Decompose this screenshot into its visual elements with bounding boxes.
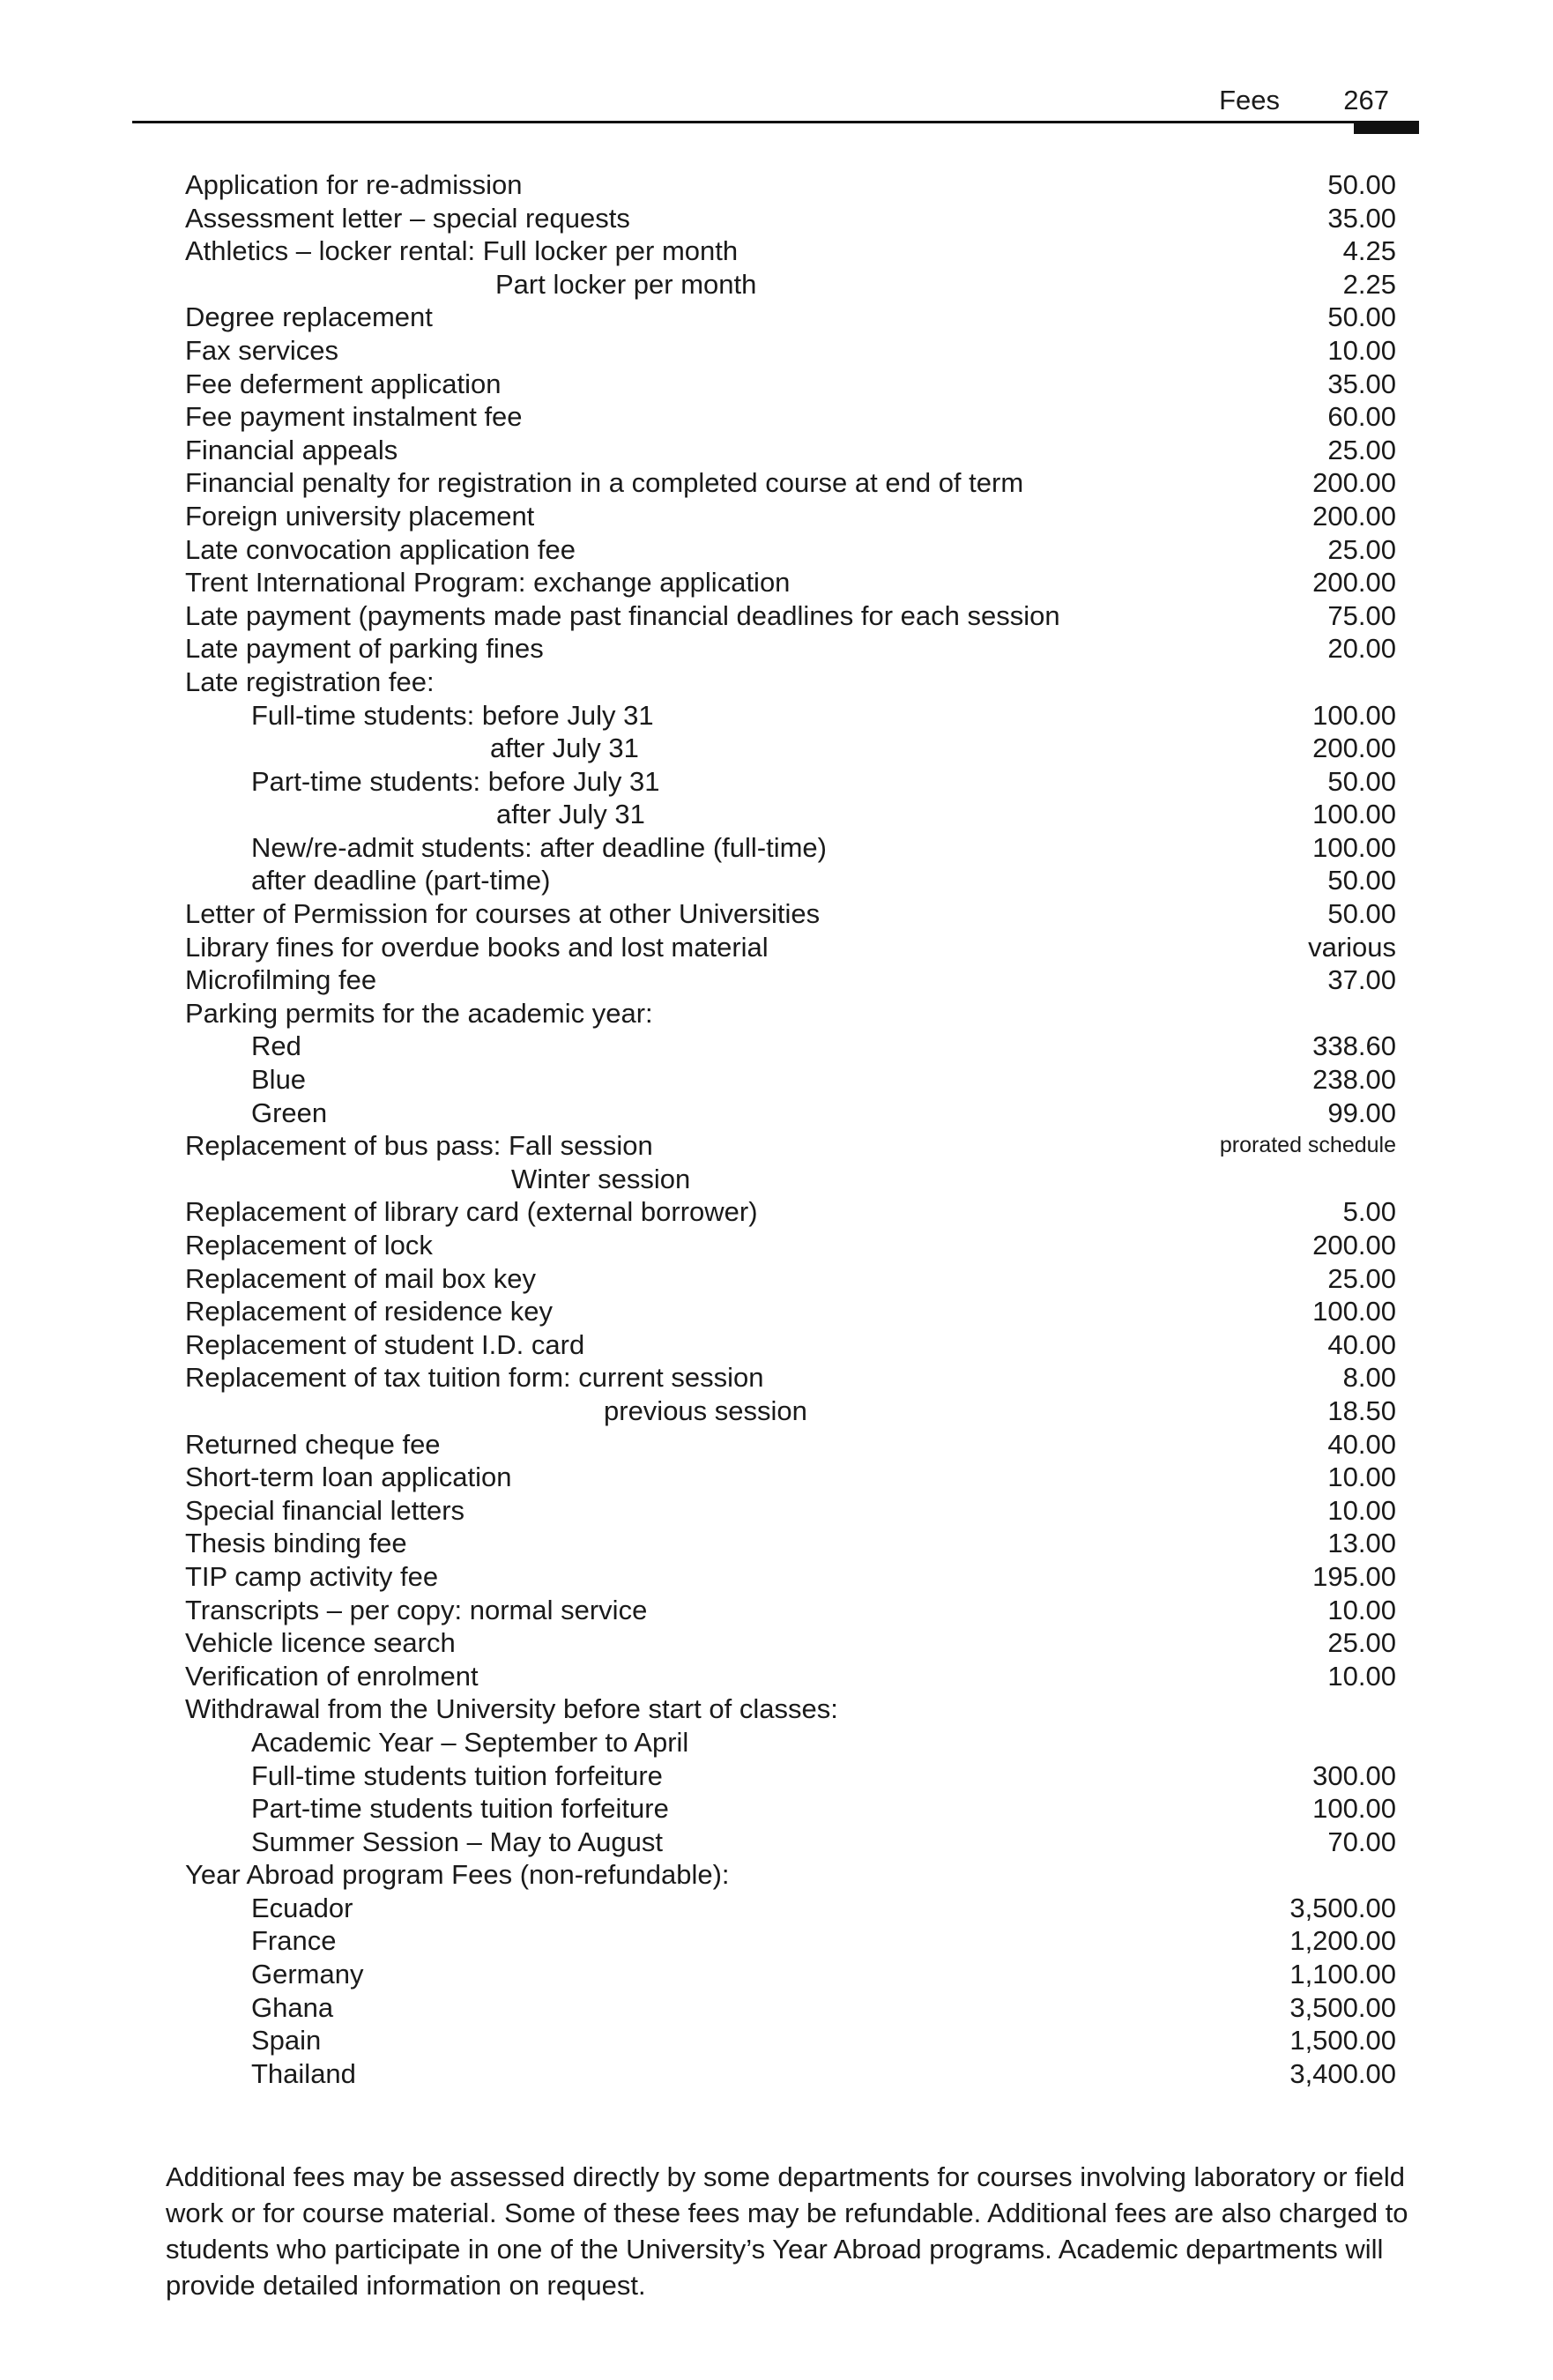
fee-label: Athletics – locker rental: Full locker per month: [185, 235, 739, 267]
fee-label: after deadline (part-time): [251, 865, 551, 896]
fee-amount: 238.00: [1312, 1064, 1396, 1096]
fee-amount: 35.00: [1327, 202, 1396, 234]
fee-label: New/re-admit students: after deadline (full-time): [251, 831, 827, 863]
fee-amount: 10.00: [1327, 1494, 1396, 1526]
fee-amount: 50.00: [1327, 898, 1396, 930]
fee-label: Replacement of lock: [185, 1230, 433, 1261]
fee-label: Assessment letter – special requests: [185, 202, 630, 234]
fee-label: Foreign university placement: [185, 500, 535, 532]
fee-label: Returned cheque fee: [185, 1428, 441, 1460]
fee-amount: 100.00: [1312, 799, 1396, 830]
fee-row: [185, 864, 1396, 897]
fee-amount: 3,400.00: [1289, 2057, 1396, 2089]
fee-row: [185, 1494, 1396, 1528]
fee-label: Fee deferment application: [185, 368, 502, 399]
fee-amount: 1,500.00: [1289, 2025, 1396, 2056]
fee-amount: 8.00: [1342, 1362, 1396, 1394]
header-rule: [132, 121, 1419, 123]
fee-row: [185, 997, 1396, 1030]
fee-amount: 200.00: [1312, 467, 1396, 499]
fee-row: [185, 168, 1396, 202]
fee-label: Late payment (payments made past financial deadlines for each session: [185, 599, 1060, 631]
fee-amount: 50.00: [1327, 169, 1396, 200]
fee-amount: 195.00: [1312, 1560, 1396, 1592]
fee-label: Red: [251, 1030, 301, 1062]
fee-amount: 20.00: [1327, 633, 1396, 665]
fee-row: [185, 1858, 1396, 1892]
fee-amount: 10.00: [1327, 1461, 1396, 1493]
fee-label: Ecuador: [251, 1892, 353, 1923]
fee-amount: 10.00: [1327, 1660, 1396, 1692]
fee-amount: 2.25: [1342, 268, 1396, 300]
fee-label: Replacement of student I.D. card: [185, 1328, 585, 1360]
additional-fees-note: Additional fees may be assessed directly by some departments for courses involving laboratory or field work or for course material. Some of these fees may be refundable. Additional fees are also charged to students who participate in one of the University’s Year Abroad programs. Academic departments will provide detailed information on request.: [166, 2161, 1408, 2301]
fee-row: [185, 1030, 1396, 1063]
fee-row: [185, 798, 1396, 831]
fee-row: [185, 1527, 1396, 1560]
fee-row: [185, 1826, 1396, 1859]
fee-label: Microfilming fee: [185, 964, 377, 996]
fee-label: Transcripts – per copy: normal service: [185, 1594, 648, 1625]
fee-row: [185, 202, 1396, 235]
fee-amount: 50.00: [1327, 301, 1396, 333]
fee-row: [185, 1163, 1396, 1196]
header-rule-tab: [1354, 123, 1419, 134]
fee-label: Withdrawal from the University before start of classes:: [185, 1693, 838, 1725]
fee-row: [185, 334, 1396, 368]
fee-label: Full-time students tuition forfeiture: [251, 1759, 663, 1791]
fee-label: Short-term loan application: [185, 1461, 512, 1493]
fee-row: [185, 1328, 1396, 1362]
fee-amount: 37.00: [1327, 964, 1396, 996]
fee-row: [185, 1892, 1396, 1925]
fee-label: Academic Year – September to April: [251, 1726, 689, 1758]
fee-label: Late registration fee:: [185, 666, 435, 697]
fee-label: Year Abroad program Fees (non-refundable):: [185, 1859, 730, 1891]
fee-amount: 100.00: [1312, 1296, 1396, 1328]
fee-row: [185, 1726, 1396, 1759]
fee-amount: 200.00: [1312, 1230, 1396, 1261]
fee-row: [185, 566, 1396, 599]
fee-amount: 13.00: [1327, 1528, 1396, 1559]
section-name: Fees: [1219, 85, 1280, 115]
fee-label: Application for re-admission: [185, 169, 523, 200]
fee-row: [185, 1129, 1396, 1163]
fee-row: [185, 1195, 1396, 1229]
fee-label: Summer Session – May to August: [251, 1826, 663, 1857]
fee-label: Degree replacement: [185, 301, 433, 333]
fee-label: Part-time students tuition forfeiture: [251, 1793, 669, 1825]
fee-amount: 5.00: [1342, 1196, 1396, 1228]
fee-label: Fee payment instalment fee: [185, 401, 523, 433]
page-number: 267: [1343, 85, 1389, 115]
fee-row: [185, 1229, 1396, 1262]
fee-amount: 50.00: [1327, 865, 1396, 896]
fee-row: [185, 699, 1396, 733]
fee-label: Letter of Permission for courses at other Universities: [185, 898, 821, 930]
fee-row: [185, 2057, 1396, 2091]
fee-row: [185, 831, 1396, 865]
fee-label: Thailand: [251, 2057, 356, 2089]
fee-label: Replacement of residence key: [185, 1296, 554, 1328]
fee-amount: 10.00: [1327, 1594, 1396, 1625]
fee-label: Blue: [251, 1064, 307, 1096]
fee-row: [185, 1660, 1396, 1693]
fee-amount: 4.25: [1342, 235, 1396, 267]
fee-label: Fax services: [185, 334, 338, 366]
fee-label: TIP camp activity fee: [185, 1560, 439, 1592]
fee-label: Spain: [251, 2025, 322, 2056]
fee-amount: 50.00: [1327, 765, 1396, 797]
fee-row: [185, 931, 1396, 964]
fee-amount: 1,100.00: [1289, 1959, 1396, 1990]
fee-amount: 200.00: [1312, 733, 1396, 764]
fee-row: [185, 732, 1396, 765]
fee-label: Late payment of parking fines: [185, 633, 544, 665]
fee-label: Part locker per month: [495, 268, 757, 300]
fee-label: Verification of enrolment: [185, 1660, 479, 1692]
fee-amount: 25.00: [1327, 1262, 1396, 1294]
fee-amount: 25.00: [1327, 1627, 1396, 1659]
fee-label: Part-time students: before July 31: [251, 765, 660, 797]
fee-row: [185, 1626, 1396, 1660]
fee-label: Financial appeals: [185, 434, 398, 465]
fee-amount: 100.00: [1312, 831, 1396, 863]
fee-row: [185, 466, 1396, 500]
fee-row: [185, 234, 1396, 268]
fee-amount: 40.00: [1327, 1328, 1396, 1360]
fee-row: [185, 1063, 1396, 1097]
fee-amount: 35.00: [1327, 368, 1396, 399]
fee-amount: 1,200.00: [1289, 1925, 1396, 1957]
fee-row: [185, 1991, 1396, 2025]
fee-amount: prorated schedule: [1219, 1133, 1396, 1158]
fee-amount: 18.50: [1327, 1395, 1396, 1426]
fee-row: [185, 301, 1396, 334]
fee-label: Replacement of bus pass: Fall session: [185, 1130, 653, 1162]
fee-row: [185, 1295, 1396, 1328]
fee-row: [185, 1692, 1396, 1726]
fee-row: [185, 1395, 1396, 1428]
fee-amount: various: [1308, 931, 1396, 963]
fee-row: [185, 500, 1396, 533]
fee-row: [185, 1792, 1396, 1826]
fee-row: [185, 765, 1396, 799]
fee-row: [185, 666, 1396, 699]
fee-row: [185, 1262, 1396, 1296]
fee-row: [185, 632, 1396, 666]
fee-amount: 3,500.00: [1289, 1892, 1396, 1923]
fee-label: after July 31: [496, 799, 645, 830]
fee-row: [185, 268, 1396, 301]
fee-row: [185, 368, 1396, 401]
fee-amount: 40.00: [1327, 1428, 1396, 1460]
fee-row: [185, 1461, 1396, 1494]
fee-row: [185, 599, 1396, 633]
fee-row: [185, 1097, 1396, 1130]
fee-label: Germany: [251, 1959, 364, 1990]
fee-label: Trent International Program: exchange application: [185, 567, 791, 599]
fee-amount: 100.00: [1312, 699, 1396, 731]
fee-label: Late convocation application fee: [185, 533, 576, 565]
fee-label: Parking permits for the academic year:: [185, 997, 653, 1029]
fee-label: after July 31: [490, 733, 639, 764]
fee-row: [185, 897, 1396, 931]
fee-amount: 70.00: [1327, 1826, 1396, 1857]
fee-amount: 200.00: [1312, 500, 1396, 532]
fee-amount: 200.00: [1312, 567, 1396, 599]
fee-row: [185, 963, 1396, 997]
fee-amount: 10.00: [1327, 334, 1396, 366]
fee-label: Thesis binding fee: [185, 1528, 407, 1559]
fee-amount: 338.60: [1312, 1030, 1396, 1062]
fee-row: [185, 1924, 1396, 1958]
fee-row: [185, 1560, 1396, 1594]
fee-amount: 25.00: [1327, 533, 1396, 565]
fee-label: Vehicle licence search: [185, 1627, 456, 1659]
fee-label: Full-time students: before July 31: [251, 699, 654, 731]
fee-label: Replacement of library card (external borrower): [185, 1196, 758, 1228]
fee-row: [185, 1594, 1396, 1627]
fee-row: [185, 1361, 1396, 1395]
running-header: [0, 85, 1553, 138]
fee-amount: 99.00: [1327, 1097, 1396, 1128]
fee-list: [185, 168, 1396, 2090]
fee-row: [185, 1958, 1396, 1991]
fee-amount: 3,500.00: [1289, 1991, 1396, 2023]
fee-label: France: [251, 1925, 337, 1957]
fee-row: [185, 2024, 1396, 2057]
fee-amount: 100.00: [1312, 1793, 1396, 1825]
fee-label: Library fines for overdue books and lost material: [185, 931, 769, 963]
fee-label: previous session: [604, 1395, 807, 1426]
fee-amount: 25.00: [1327, 434, 1396, 465]
fee-row: [185, 400, 1396, 434]
fee-label: Winter session: [511, 1163, 691, 1194]
fee-label: Financial penalty for registration in a completed course at end of term: [185, 467, 1024, 499]
fee-row: [185, 1428, 1396, 1461]
fee-label: Ghana: [251, 1991, 334, 2023]
fee-row: [185, 1759, 1396, 1793]
fee-amount: 60.00: [1327, 401, 1396, 433]
fee-amount: 300.00: [1312, 1759, 1396, 1791]
fee-label: Special financial letters: [185, 1494, 465, 1526]
fee-label: Replacement of mail box key: [185, 1262, 537, 1294]
fee-label: Green: [251, 1097, 328, 1128]
fee-label: Replacement of tax tuition form: current session: [185, 1362, 764, 1394]
fee-row: [185, 434, 1396, 467]
fee-amount: 75.00: [1327, 599, 1396, 631]
fee-row: [185, 533, 1396, 567]
